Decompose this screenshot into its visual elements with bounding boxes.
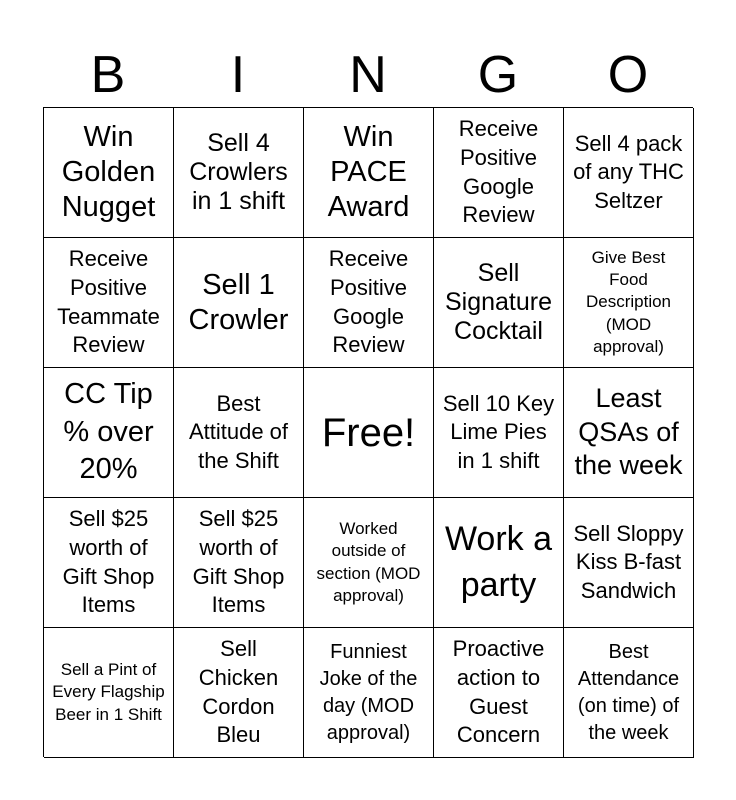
bingo-cell[interactable] (564, 368, 694, 498)
cell-text: Best Attendance (on time) of the week (577, 640, 680, 744)
bingo-cell[interactable] (434, 368, 564, 498)
bingo-cell[interactable] (174, 628, 304, 758)
bingo-cell[interactable] (44, 238, 174, 368)
cell-text: Receive Positive Google Review (458, 116, 539, 228)
bingo-cell[interactable] (304, 498, 434, 628)
header-letter-o: O (607, 46, 649, 104)
bingo-cell[interactable] (434, 238, 564, 368)
bingo-cell[interactable] (564, 238, 694, 368)
cell-text: Work a party (444, 519, 553, 604)
bingo-cell[interactable] (564, 628, 694, 758)
cell-text: Funniest Joke of the day (MOD approval) (319, 640, 418, 744)
cell-text: Least QSAs of the week (574, 382, 683, 481)
bingo-cell-free[interactable] (304, 368, 434, 498)
cell-text: Worked outside of section (MOD approval) (316, 519, 421, 605)
bingo-cell[interactable] (174, 498, 304, 628)
cell-text: Best Attitude of the Shift (188, 390, 289, 473)
bingo-cell[interactable] (434, 498, 564, 628)
cell-text: Receive Positive Teammate Review (57, 246, 160, 358)
cell-text: Give Best Food Description (MOD approval) (585, 248, 672, 356)
bingo-cell[interactable] (44, 498, 174, 628)
cell-text: Sell a Pint of Every Flagship Beer in 1 Shift (52, 660, 165, 724)
cell-text: Sell Chicken Cordon Bleu (198, 636, 279, 748)
cell-text: Proactive action to Guest Concern (452, 636, 545, 748)
cell-text: Win Golden Nugget (61, 121, 156, 223)
bingo-cell[interactable] (564, 108, 694, 238)
header-letter-i: I (230, 46, 246, 104)
bingo-cell[interactable] (44, 368, 174, 498)
cell-text: Sell 1 Crowler (188, 268, 289, 336)
free-space-text: Free! (321, 410, 416, 455)
cell-text: Sell 10 Key Lime Pies in 1 shift (442, 390, 555, 473)
bingo-cell[interactable] (44, 108, 174, 238)
bingo-cell[interactable] (304, 238, 434, 368)
cell-text: Sell Signature Cocktail (444, 259, 553, 345)
bingo-cell[interactable] (174, 238, 304, 368)
cell-text: Sell $25 worth of Gift Shop Items (62, 506, 155, 618)
cell-text: Sell Sloppy Kiss B-fast Sandwich (573, 520, 684, 603)
cell-text: Receive Positive Google Review (328, 246, 409, 358)
bingo-cell[interactable] (304, 108, 434, 238)
cell-text: Sell $25 worth of Gift Shop Items (192, 506, 285, 618)
header-letter-n: N (349, 46, 387, 104)
header-letter-b: B (90, 46, 126, 104)
cell-text: Win PACE Award (327, 121, 410, 223)
bingo-cell[interactable] (304, 628, 434, 758)
bingo-header (43, 40, 693, 110)
bingo-cell[interactable] (434, 628, 564, 758)
bingo-cell[interactable] (434, 108, 564, 238)
header-letter-g: G (477, 46, 519, 104)
cell-text: Sell 4 pack of any THC Seltzer (573, 130, 684, 213)
bingo-cell[interactable] (174, 108, 304, 238)
bingo-board (43, 107, 693, 757)
bingo-cell[interactable] (174, 368, 304, 498)
bingo-cell[interactable] (44, 628, 174, 758)
cell-text: Sell 4 Crowlers in 1 shift (189, 129, 288, 215)
cell-text: CC Tip % over 20% (63, 377, 154, 486)
bingo-cell[interactable] (564, 498, 694, 628)
